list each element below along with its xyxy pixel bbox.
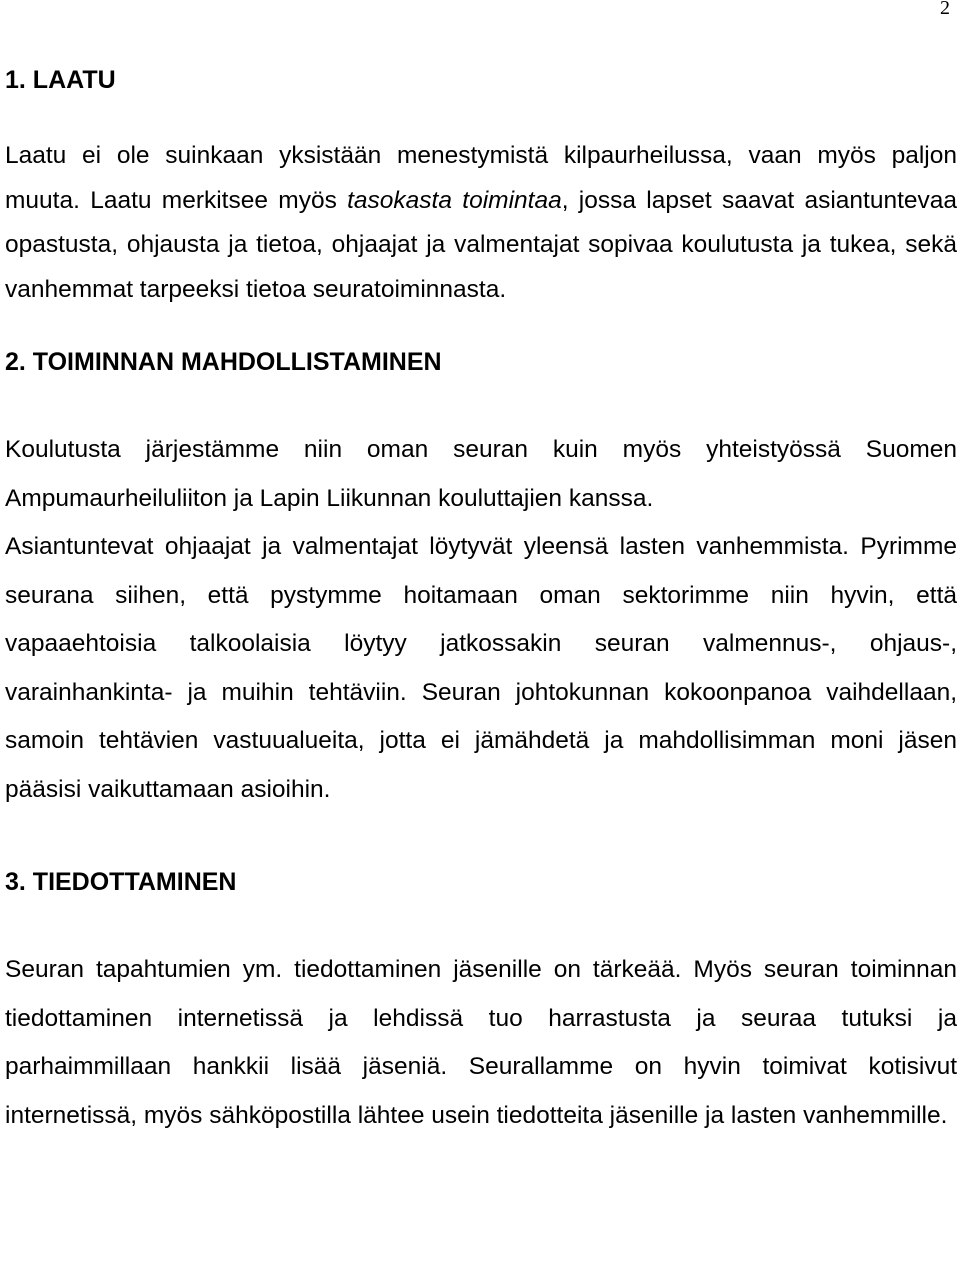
section-paragraph [5, 134, 957, 312]
emphasized-text: tasokasta toimintaa [347, 186, 562, 214]
section-paragraph [5, 426, 957, 814]
paragraph-text: Asiantuntevat ohjaajat ja valmentajat löytyvät yleensä lasten vanhemmista. Pyrimme seurana siihen, että pystymme hoitamaan oman sektorimme niin hyvin, että vapaaehtoisia talkoolaisia löytyy jatkossakin seuran valmennus-, ohjaus-, varainhankinta- ja muihin tehtäviin. Seuran johtokunnan kokoonpanoa vaihdellaan, samoin tehtävien vastuualueita, jotta ei jämähdetä ja mahdollisimman moni jäsen pääsisi vaikuttamaan asioihin. [5, 533, 957, 803]
paragraph-text: Laatu ei ole suinkaan yksistään menestymistä kilpaurheilussa, vaan myös paljon muuta. Laatu merkitsee myös [5, 142, 957, 214]
section-heading: 3. TIEDOTTAMINEN [5, 868, 237, 896]
document-body [5, 58, 957, 1140]
section-laatu [5, 58, 957, 312]
paragraph-text: , jossa lapset saavat asiantuntevaa opastusta, ohjausta ja tietoa, ohjaajat ja valmentajat sopivaa koulutusta ja tukea, sekä vanhemmat tarpeeksi tietoa seuratoiminnasta. [5, 186, 958, 303]
section-tiedottaminen [5, 860, 957, 1140]
paragraph-text: Koulutusta järjestämme niin oman seuran kuin myös yhteistyössä Suomen Ampumaurheiluliiton ja Lapin Liikunnan kouluttajien kanssa. [5, 436, 957, 512]
section-heading: 1. LAATU [5, 66, 116, 94]
section-heading: 2. TOIMINNAN MAHDOLLISTAMINEN [5, 348, 442, 376]
page-number: 2 [940, 0, 950, 19]
section-toiminnan-mahdollistaminen [5, 340, 957, 814]
section-paragraph: Seuran tapahtumien ym. tiedottaminen jäsenille on tärkeää. Myös seuran toiminnan tiedottaminen internetissä ja lehdissä tuo harrastusta ja seuraa tutuksi ja parhaimmillaan hankkii lisää jäseniä. Seurallamme on hyvin toimivat kotisivut internetissä, myös sähköpostilla lähtee usein tiedotteita jäsenille ja lasten vanhemmille. [5, 956, 957, 1129]
